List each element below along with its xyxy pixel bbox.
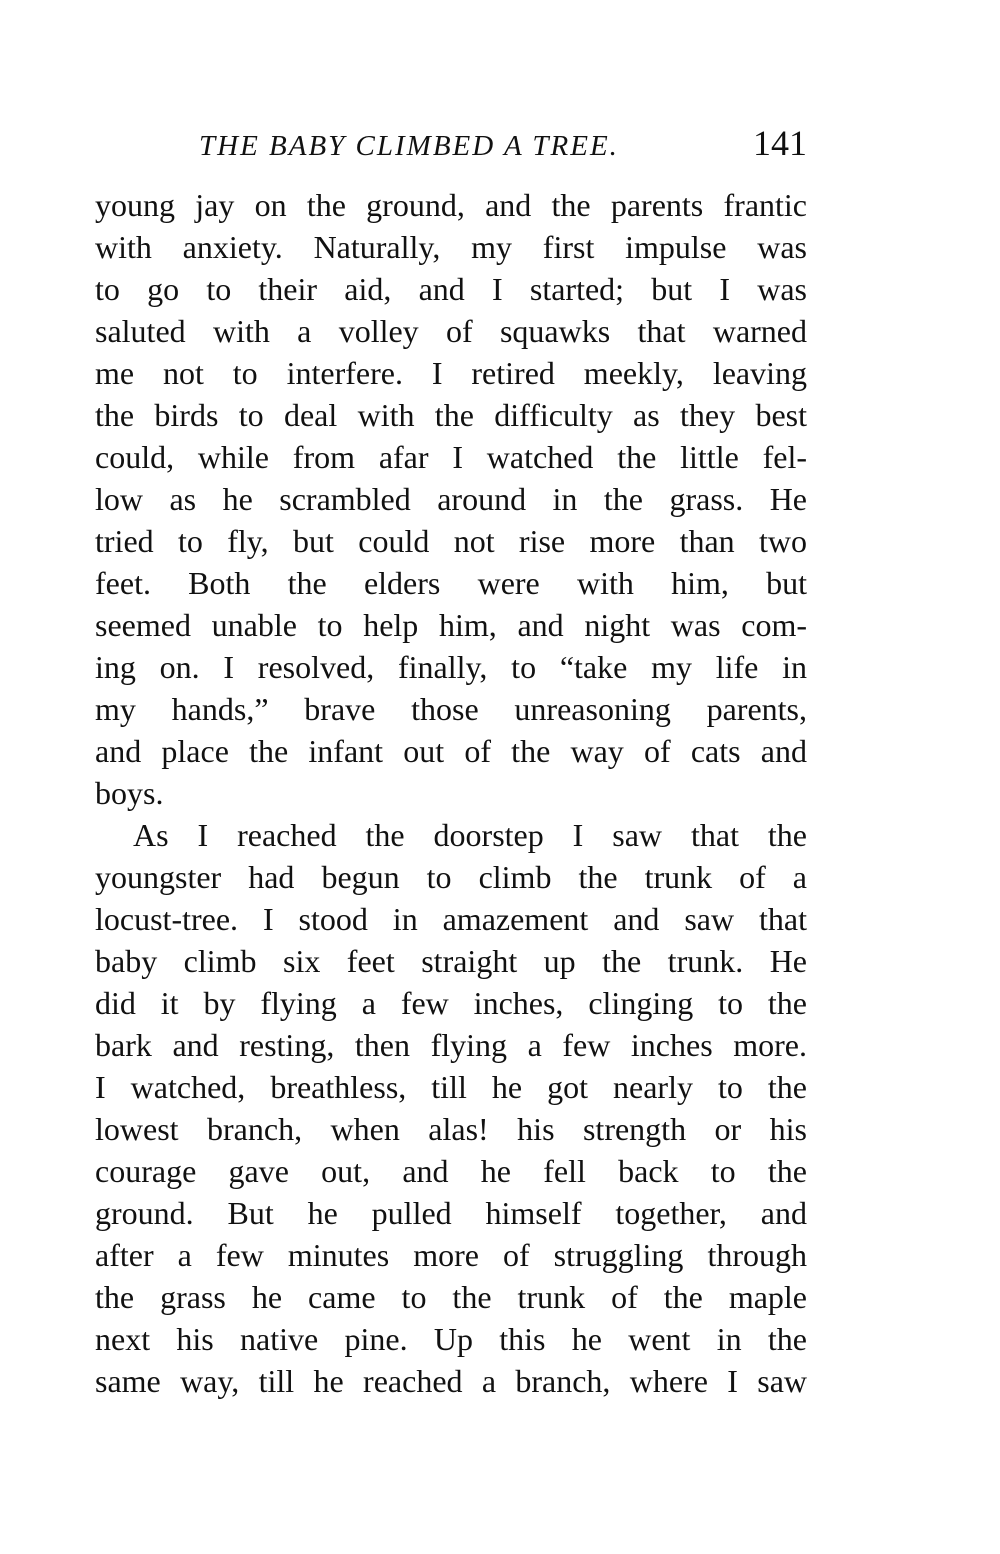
text-line: did it by flying a few inches, clinging to the: [95, 985, 807, 1021]
text-line: me not to interfere. I retired meekly, leaving: [95, 355, 807, 391]
text-line: after a few minutes more of struggling through: [95, 1237, 807, 1273]
text-line: to go to their aid, and I started; but I was: [95, 271, 807, 307]
text-line: I watched, breathless, till he got nearly to the: [95, 1069, 807, 1105]
text-line: locust-tree. I stood in amazement and saw that: [95, 901, 807, 937]
text-line: lowest branch, when alas! his strength or his: [95, 1111, 807, 1147]
text-line: the birds to deal with the difficulty as they best: [95, 397, 807, 433]
text-line: young jay on the ground, and the parents frantic: [95, 187, 807, 223]
text-line: youngster had begun to climb the trunk of a: [95, 859, 807, 895]
text-line: the grass he came to the trunk of the maple: [95, 1279, 807, 1315]
text-line: ground. But he pulled himself together, and: [95, 1195, 807, 1231]
text-line: courage gave out, and he fell back to the: [95, 1153, 807, 1189]
text-line: baby climb six feet straight up the trunk. He: [95, 943, 807, 979]
body-text: [95, 184, 807, 1402]
text-line: low as he scrambled around in the grass. He: [95, 481, 807, 517]
text-line: feet. Both the elders were with him, but: [95, 565, 807, 601]
text-line: bark and resting, then flying a few inches more.: [95, 1027, 807, 1063]
text-line: could, while from afar I watched the little fel-: [95, 439, 807, 475]
paragraph-start-line: As I reached the doorstep I saw that the: [133, 817, 807, 853]
text-line: same way, till he reached a branch, where I saw: [95, 1363, 807, 1399]
text-line: ing on. I resolved, finally, to “take my life in: [95, 649, 807, 685]
text-line: next his native pine. Up this he went in the: [95, 1321, 807, 1357]
running-head: THE BABY CLIMBED A TREE.: [199, 130, 619, 162]
text-line: saluted with a volley of squawks that warned: [95, 313, 807, 349]
text-line: and place the infant out of the way of cats and: [95, 733, 807, 769]
text-line: seemed unable to help him, and night was com-: [95, 607, 807, 643]
text-line: my hands,” brave those unreasoning parents,: [95, 691, 807, 727]
page-number: 141: [753, 123, 807, 163]
page-header: [95, 122, 807, 172]
paragraph-end-line: boys.: [95, 775, 164, 811]
text-line: with anxiety. Naturally, my first impulse was: [95, 229, 807, 265]
text-line: tried to fly, but could not rise more than two: [95, 523, 807, 559]
